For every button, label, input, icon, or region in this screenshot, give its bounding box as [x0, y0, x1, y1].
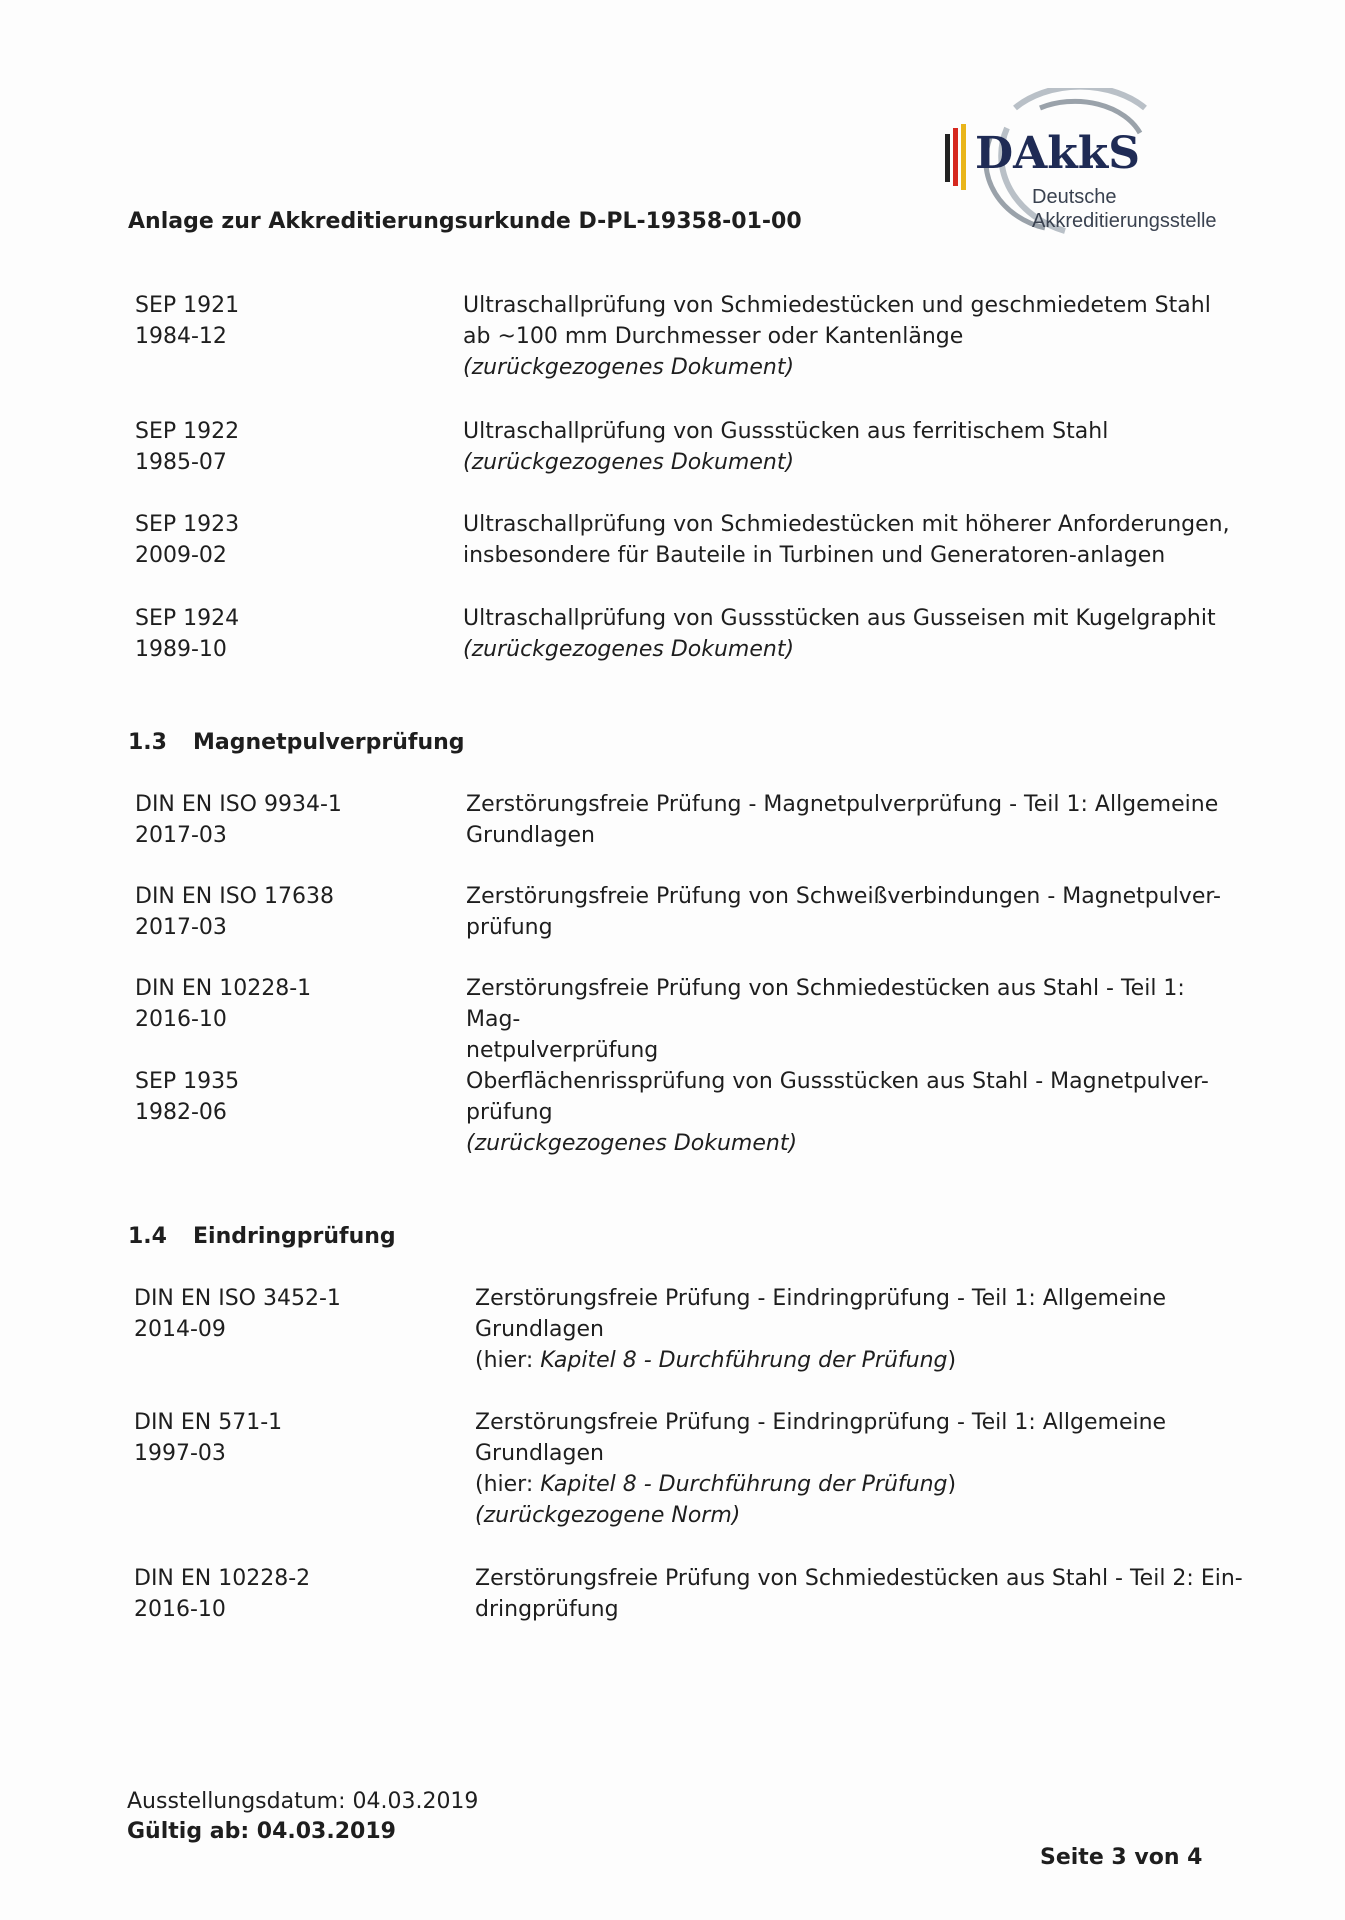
logo-line2: Akkreditierungsstelle — [1032, 210, 1217, 232]
desc-line: Ultraschallprüfung von Gussstücken aus Gusseisen mit Kugelgraphit — [463, 606, 1216, 631]
norm-code-block — [135, 290, 435, 352]
norm-code-block — [135, 603, 435, 665]
desc-line: Oberflächenrissprüfung von Gussstücken aus Stahl - Magnetpulver- — [466, 1069, 1209, 1094]
norm-date: 2016-10 — [135, 1007, 227, 1032]
section-title: Eindringprüfung — [193, 1224, 396, 1249]
section-number: 1.4 — [128, 1224, 167, 1249]
norm-code-block — [134, 1407, 434, 1469]
norm-date: 2014-09 — [134, 1317, 226, 1342]
norm-description — [475, 1283, 1255, 1376]
norm-code: DIN EN 10228-1 — [135, 976, 312, 1001]
withdrawn-note: (zurückgezogene Norm) — [475, 1503, 741, 1528]
logo-bar-black — [945, 134, 950, 182]
norm-code: SEP 1935 — [135, 1069, 240, 1094]
norm-date: 2017-03 — [135, 823, 227, 848]
scope-note — [475, 1345, 1255, 1376]
desc-line: Ultraschallprüfung von Schmiedestücken und geschmiedetem Stahl — [463, 293, 1211, 318]
norm-description — [463, 416, 1243, 478]
norm-description — [463, 290, 1243, 383]
desc-line: Zerstörungsfreie Prüfung von Schmiedestücken aus Stahl - Teil 2: Ein- — [475, 1566, 1243, 1591]
desc-line: Grundlagen — [475, 1317, 604, 1342]
norm-code-block — [135, 789, 435, 851]
norm-code: DIN EN ISO 17638 — [135, 884, 334, 909]
section-title: Magnetpulverprüfung — [193, 730, 465, 755]
desc-line: prüfung — [466, 1100, 553, 1125]
logo-arc — [1015, 88, 1145, 108]
desc-line: Zerstörungsfreie Prüfung von Schweißverbindungen - Magnetpulver- — [466, 884, 1221, 909]
norm-description — [475, 1407, 1255, 1531]
norm-code: DIN EN 571-1 — [134, 1410, 283, 1435]
desc-line: Ultraschallprüfung von Gussstücken aus ferritischem Stahl — [463, 419, 1109, 444]
scope-suffix: ) — [947, 1348, 957, 1373]
norm-code-block — [135, 416, 435, 478]
norm-date: 1985-07 — [135, 450, 227, 475]
logo-wordmark: DAkkS — [975, 128, 1141, 179]
norm-description — [463, 509, 1243, 571]
norm-date: 1984-12 — [135, 324, 227, 349]
norm-date: 2009-02 — [135, 543, 227, 568]
norm-date: 1989-10 — [135, 637, 227, 662]
desc-line: insbesondere für Bauteile in Turbinen und Generatoren-anlagen — [463, 543, 1166, 568]
valid-from-date: Gültig ab: 04.03.2019 — [127, 1819, 396, 1844]
desc-line: netpulverprüfung — [466, 1038, 659, 1063]
norm-code: DIN EN 10228-2 — [134, 1566, 311, 1591]
norm-code: SEP 1924 — [135, 606, 240, 631]
desc-line: Grundlagen — [475, 1441, 604, 1466]
scope-chapter: Kapitel 8 - Durchführung der Prüfung — [540, 1472, 948, 1497]
withdrawn-note: (zurückgezogenes Dokument) — [463, 450, 795, 475]
desc-line: ab ~100 mm Durchmesser oder Kantenlänge — [463, 324, 964, 349]
norm-description — [463, 603, 1243, 665]
page-number: Seite 3 von 4 — [1040, 1845, 1203, 1870]
norm-date: 1997-03 — [134, 1441, 226, 1466]
norm-code: DIN EN ISO 9934-1 — [135, 792, 342, 817]
norm-date: 2016-10 — [134, 1597, 226, 1622]
withdrawn-note: (zurückgezogenes Dokument) — [463, 637, 795, 662]
norm-description — [466, 1066, 1246, 1159]
desc-line: prüfung — [466, 915, 553, 940]
norm-code-block — [135, 881, 435, 943]
logo-line1: Deutsche — [1032, 186, 1117, 208]
issue-date: Ausstellungsdatum: 04.03.2019 — [127, 1789, 479, 1814]
desc-line: Zerstörungsfreie Prüfung - Eindringprüfung - Teil 1: Allgemeine — [475, 1286, 1167, 1311]
scope-prefix: (hier: — [475, 1472, 541, 1497]
section-number: 1.3 — [128, 730, 167, 755]
scope-prefix: (hier: — [475, 1348, 541, 1373]
dakks-logo — [895, 88, 1245, 238]
norm-code-block — [135, 509, 435, 571]
norm-description — [466, 789, 1246, 851]
norm-code: SEP 1923 — [135, 512, 240, 537]
desc-line: Zerstörungsfreie Prüfung - Magnetpulverprüfung - Teil 1: Allgemeine — [466, 792, 1219, 817]
desc-line: Grundlagen — [466, 823, 595, 848]
scope-suffix: ) — [947, 1472, 957, 1497]
norm-date: 2017-03 — [135, 915, 227, 940]
norm-code: DIN EN ISO 3452-1 — [134, 1286, 341, 1311]
desc-line: dringprüfung — [475, 1597, 619, 1622]
norm-code: SEP 1921 — [135, 293, 240, 318]
norm-description — [466, 881, 1246, 943]
norm-description — [475, 1563, 1255, 1625]
withdrawn-note: (zurückgezogenes Dokument) — [463, 355, 795, 380]
logo-bar-red — [953, 128, 958, 186]
desc-line: Zerstörungsfreie Prüfung von Schmiedestücken aus Stahl - Teil 1: Mag- — [466, 976, 1185, 1032]
scope-note — [475, 1469, 1255, 1500]
logo-bar-gold — [961, 124, 966, 190]
desc-line: Ultraschallprüfung von Schmiedestücken mit höherer Anforderungen, — [463, 512, 1230, 537]
norm-code-block — [134, 1563, 434, 1625]
norm-code-block — [134, 1283, 434, 1345]
norm-code-block — [135, 1066, 435, 1128]
norm-code: SEP 1922 — [135, 419, 240, 444]
document-header-title: Anlage zur Akkreditierungsurkunde D-PL-19358-01-00 — [128, 209, 802, 234]
scope-chapter: Kapitel 8 - Durchführung der Prüfung — [540, 1348, 948, 1373]
withdrawn-note: (zurückgezogenes Dokument) — [466, 1131, 798, 1156]
norm-description — [466, 973, 1246, 1066]
norm-date: 1982-06 — [135, 1100, 227, 1125]
desc-line: Zerstörungsfreie Prüfung - Eindringprüfung - Teil 1: Allgemeine — [475, 1410, 1167, 1435]
norm-code-block — [135, 973, 435, 1035]
